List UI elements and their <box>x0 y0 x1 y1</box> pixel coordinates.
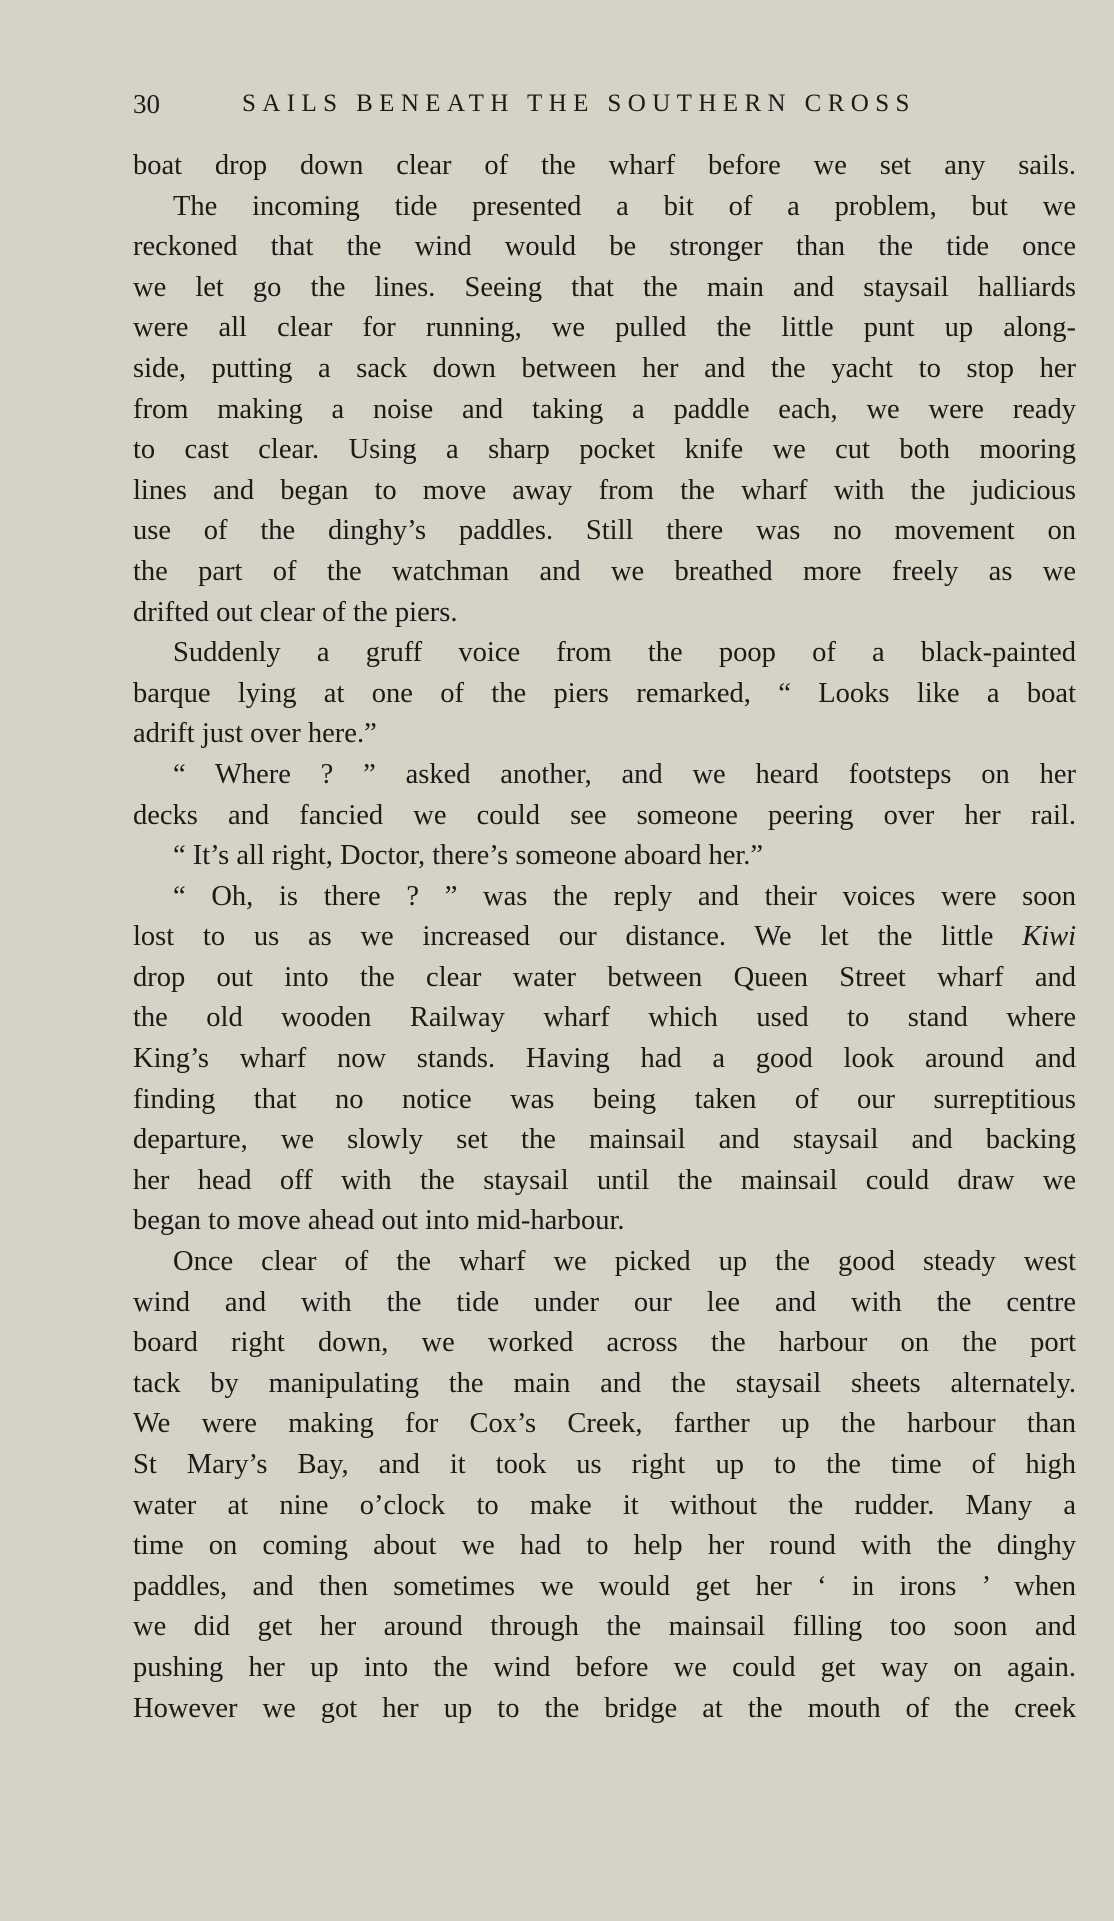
text-line: the part of the watchman and we breathed more freely as we <box>133 555 1076 587</box>
text-line: King’s wharf now stands. Having had a good look around and <box>133 1043 1076 1075</box>
text-line: barque lying at one of the piers remarked, “ Looks like a boat <box>133 677 1076 709</box>
text-line-part: lost to us as we increased our distance. We let the little <box>133 921 994 953</box>
text-line: However we got her up to the bridge at the mouth of the creek <box>133 1692 1076 1724</box>
page-header <box>133 84 1033 124</box>
boat-name-kiwi: Kiwi <box>1022 921 1077 953</box>
text-line: “ Where ? ” asked another, and we heard footsteps on her <box>173 758 1076 790</box>
text-line: wind and with the tide under our lee and with the centre <box>133 1286 1076 1318</box>
text-line: decks and fancied we could see someone peering over her rail. <box>133 799 1076 831</box>
text-line: her head off with the staysail until the mainsail could draw we <box>133 1164 1076 1196</box>
text-line: lines and began to move away from the wharf with the judicious <box>133 474 1076 506</box>
text-line: water at nine o’clock to make it without the rudder. Many a <box>133 1489 1076 1521</box>
text-line: to cast clear. Using a sharp pocket knife we cut both mooring <box>133 434 1076 466</box>
text-line: from making a noise and taking a paddle each, we were ready <box>133 393 1076 425</box>
text-line: St Mary’s Bay, and it took us right up to the time of high <box>133 1449 1076 1480</box>
text-line: board right down, we worked across the harbour on the port <box>133 1327 1076 1359</box>
text-line: we let go the lines. Seeing that the main and staysail halliards <box>133 271 1076 303</box>
text-line: began to move ahead out into mid-harbour. <box>133 1205 625 1237</box>
text-line: were all clear for running, we pulled the little punt up along- <box>133 312 1076 344</box>
text-line: We were making for Cox’s Creek, farther up the harbour than <box>133 1408 1076 1440</box>
text-line: “ Oh, is there ? ” was the reply and their voices were soon <box>173 880 1076 912</box>
text-line: reckoned that the wind would be stronger than the tide once <box>133 231 1076 263</box>
text-line: pushing her up into the wind before we could get way on again. <box>133 1651 1076 1683</box>
text-line: departure, we slowly set the mainsail and staysail and backing <box>133 1124 1076 1156</box>
text-line: time on coming about we had to help her round with the dinghy <box>133 1530 1076 1562</box>
text-line: paddles, and then sometimes we would get her ‘ in irons ’ when <box>133 1570 1076 1602</box>
text-line: drop out into the clear water between Queen Street wharf and <box>133 961 1076 993</box>
text-line: side, putting a sack down between her and the yacht to stop her <box>133 352 1076 384</box>
text-line: boat drop down clear of the wharf before we set any sails. <box>133 150 1076 181</box>
text-line: adrift just over here.” <box>133 718 377 750</box>
text-line: finding that no notice was being taken of our surreptitious <box>133 1083 1076 1115</box>
running-title: SAILS BENEATH THE SOUTHERN CROSS <box>242 90 916 117</box>
text-line: The incoming tide presented a bit of a problem, but we <box>173 190 1076 222</box>
text-line: Once clear of the wharf we picked up the good steady west <box>173 1246 1076 1278</box>
text-line: Suddenly a gruff voice from the poop of a black-painted <box>173 637 1076 669</box>
text-line: drifted out clear of the piers. <box>133 596 458 628</box>
text-line: “ It’s all right, Doctor, there’s someone aboard her.” <box>173 840 764 872</box>
page-number: 30 <box>133 89 160 119</box>
body-text <box>133 146 1076 1729</box>
text-line: the old wooden Railway wharf which used to stand where <box>133 1002 1076 1034</box>
text-line: tack by manipulating the main and the staysail sheets alternately. <box>133 1367 1076 1399</box>
text-line <box>133 917 1076 958</box>
text-line: use of the dinghy’s paddles. Still there was no movement on <box>133 515 1076 547</box>
text-line: we did get her around through the mainsail filling too soon and <box>133 1611 1076 1643</box>
